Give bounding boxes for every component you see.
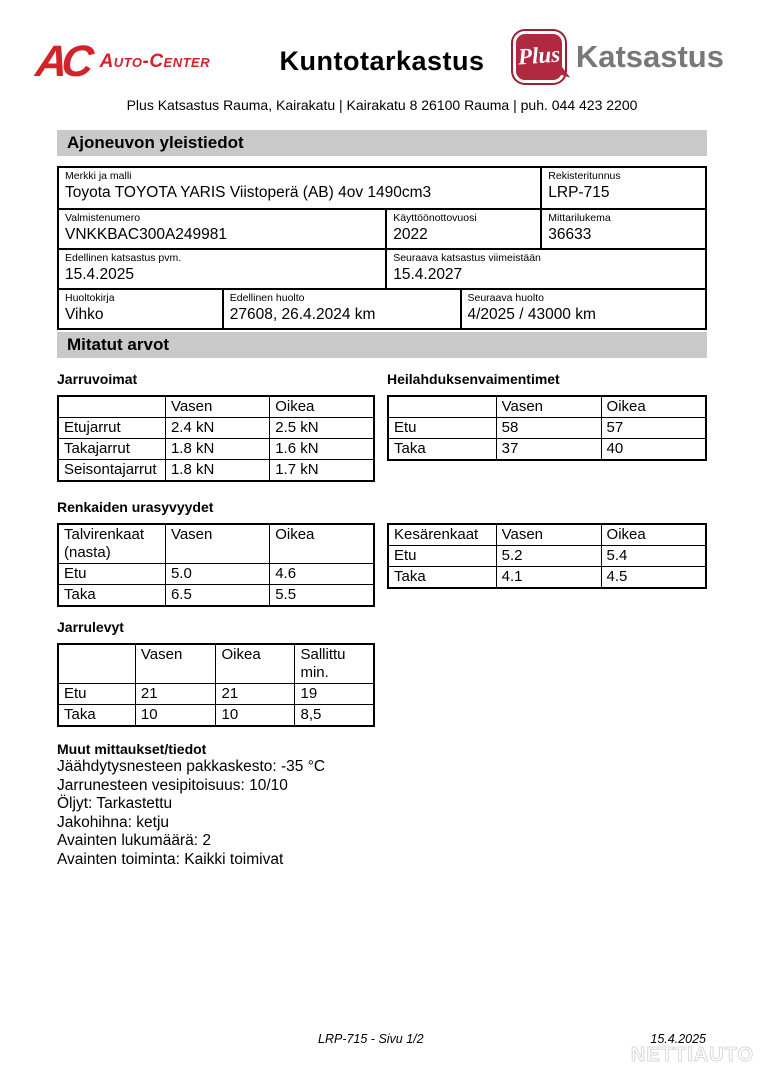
table-cell: 1.6 kN	[270, 439, 374, 460]
speech-bubble-tail-icon	[558, 65, 573, 78]
table-header-row	[388, 524, 706, 546]
table-header-cell: Vasen	[496, 396, 601, 418]
table-cell: Seisontajarrut	[58, 460, 165, 482]
field-label: Seuraava katsastus viimeistään	[393, 252, 541, 264]
table-cell: 37	[496, 439, 601, 461]
field-value: LRP-715	[548, 184, 610, 201]
other-info-line: Jakohihna: ketju	[57, 813, 170, 831]
other-info-title: Muut mittaukset/tiedot	[57, 741, 207, 757]
table-cell: Etu	[58, 564, 165, 585]
plus-badge-icon	[513, 31, 565, 83]
winter-tire-tread-table	[57, 523, 375, 607]
table-cell: 1.8 kN	[165, 460, 269, 482]
footer-date: 15.4.2025	[650, 1032, 706, 1046]
other-info-line: Öljyt: Tarkastettu	[57, 795, 173, 813]
table-header-cell	[58, 644, 135, 684]
table-header-cell: Kesärenkaat	[388, 524, 496, 546]
table-cell: 8,5	[295, 705, 374, 727]
table-header-cell: Sallittu min.	[295, 644, 374, 684]
info-cell	[59, 168, 540, 208]
info-cell	[460, 290, 705, 328]
measure-group-shock-absorbers	[387, 372, 707, 461]
table-cell: Takajarrut	[58, 439, 165, 460]
table-cell: Etujarrut	[58, 418, 165, 439]
table-cell: Taka	[388, 439, 496, 461]
table-cell: 10	[216, 705, 295, 727]
table-header-cell	[58, 396, 165, 418]
table-header-cell: Vasen	[165, 396, 269, 418]
info-row	[59, 208, 705, 248]
brake-discs-table	[57, 643, 375, 727]
info-cell	[540, 210, 705, 248]
table-header-cell: Vasen	[496, 524, 601, 546]
measure-table-title: Heilahduksenvaimentimet	[387, 371, 560, 387]
section-header-general-info: Ajoneuvon yleistiedot	[57, 130, 707, 156]
table-cell: 19	[295, 684, 374, 705]
table-header-cell: Vasen	[165, 524, 269, 564]
shock-absorbers-table	[387, 395, 707, 461]
table-cell: 10	[135, 705, 216, 727]
table-cell: Taka	[388, 567, 496, 589]
katsastus-logo-text: Katsastus	[575, 39, 724, 74]
report-content	[57, 130, 707, 870]
table-cell: 2.5 kN	[270, 418, 374, 439]
info-cell	[385, 250, 705, 288]
autocenter-logo-text: Auto-Center	[99, 51, 211, 72]
table-row	[388, 418, 706, 439]
table-cell: 40	[601, 439, 706, 461]
other-info-line: Avainten toiminta: Kaikki toimivat	[57, 850, 284, 868]
table-header-cell: Talvirenkaat (nasta)	[58, 524, 165, 564]
table-cell: 2.4 kN	[165, 418, 269, 439]
table-header-row	[58, 396, 374, 418]
nettiauto-watermark: NETTIAUTO	[630, 1044, 754, 1066]
table-cell: 1.7 kN	[270, 460, 374, 482]
table-header-cell: Oikea	[601, 396, 706, 418]
general-info-table	[57, 166, 707, 330]
table-cell: 4.6	[270, 564, 374, 585]
table-cell: Etu	[388, 418, 496, 439]
measure-group-brake-forces	[57, 372, 375, 482]
plus-badge-label: Plus	[516, 41, 561, 70]
other-info-line: Avainten lukumäärä: 2	[57, 832, 211, 850]
table-header-cell: Oikea	[270, 396, 374, 418]
field-label: Valmistenumero	[65, 212, 141, 224]
info-cell	[59, 210, 385, 248]
table-header-cell: Oikea	[270, 524, 374, 564]
field-label: Käyttöönottovuosi	[393, 212, 477, 224]
measured-row-3	[57, 620, 707, 727]
table-row	[58, 705, 374, 727]
other-info-line: Jarrunesteen vesipitoisuus: 10/10	[57, 776, 288, 794]
table-row	[58, 460, 374, 482]
table-header-cell	[388, 396, 496, 418]
field-value: VNKKBAC300A249981	[65, 226, 228, 243]
field-label: Merkki ja malli	[65, 170, 132, 182]
measured-row-1	[57, 372, 707, 482]
info-cell	[59, 250, 385, 288]
table-cell: Taka	[58, 585, 165, 607]
field-label: Rekisteritunnus	[548, 170, 621, 182]
table-cell: 4.5	[601, 567, 706, 589]
field-label: Huoltokirja	[65, 292, 115, 304]
table-header-row	[58, 524, 374, 564]
table-cell: 57	[601, 418, 706, 439]
info-cell	[222, 290, 460, 328]
summer-tire-tread-table	[387, 523, 707, 589]
report-header	[0, 0, 764, 126]
table-cell: 1.8 kN	[165, 439, 269, 460]
table-header-row	[388, 396, 706, 418]
info-cell	[540, 168, 705, 208]
table-cell: Taka	[58, 705, 135, 727]
field-value: Vihko	[65, 306, 104, 323]
field-label: Seuraava huolto	[467, 292, 544, 304]
info-row	[59, 248, 705, 288]
table-cell: 21	[135, 684, 216, 705]
table-row	[388, 546, 706, 567]
table-cell: 5.4	[601, 546, 706, 567]
field-value: 4/2025 / 43000 km	[467, 306, 596, 323]
table-row	[388, 567, 706, 589]
info-cell	[385, 210, 540, 248]
table-header-cell: Oikea	[216, 644, 295, 684]
table-cell: Etu	[388, 546, 496, 567]
other-measurements-block	[57, 741, 707, 870]
table-cell: 5.2	[496, 546, 601, 567]
field-label: Edellinen katsastus pvm.	[65, 252, 182, 264]
page-title: Kuntotarkastus	[279, 46, 485, 76]
measure-table-title: Jarrulevyt	[57, 619, 124, 635]
section-header-measured-values: Mitatut arvot	[57, 332, 707, 358]
field-value: 15.4.2025	[65, 266, 134, 283]
table-cell: 58	[496, 418, 601, 439]
table-cell: 5.0	[165, 564, 269, 585]
plus-katsastus-logo	[513, 31, 724, 83]
measure-table-title: Renkaiden urasyvyydet	[57, 499, 214, 515]
field-value: 2022	[393, 226, 428, 243]
field-value: Toyota TOYOTA YARIS Viistoperä (AB) 4ov 1490cm3	[65, 184, 432, 201]
other-info-line: Jäähdytysnesteen pakkaskesto: -35 °C	[57, 758, 326, 775]
table-row	[58, 585, 374, 607]
info-row	[59, 168, 705, 208]
table-cell: 5.5	[270, 585, 374, 607]
field-label: Edellinen huolto	[229, 292, 305, 304]
autocenter-logo-icon: AC	[33, 37, 91, 86]
measure-group-brake-discs	[57, 620, 375, 727]
info-row	[59, 288, 705, 328]
table-cell: 21	[216, 684, 295, 705]
footer-page-info: LRP-715 - Sivu 1/2	[318, 1032, 424, 1046]
table-header-cell: Oikea	[601, 524, 706, 546]
measure-group-winter-tires	[57, 500, 375, 607]
table-row	[58, 564, 374, 585]
measure-group-summer-tires	[387, 500, 707, 589]
table-row	[58, 684, 374, 705]
field-value: 27608, 26.4.2024 km	[229, 306, 376, 323]
table-header-cell: Vasen	[135, 644, 216, 684]
field-value: 36633	[548, 226, 592, 243]
station-address-line: Plus Katsastus Rauma, Kairakatu | Kairakatu 8 26100 Rauma | puh. 044 423 2200	[126, 97, 638, 113]
spacer	[387, 500, 707, 523]
table-cell: 6.5	[165, 585, 269, 607]
table-row	[58, 418, 374, 439]
table-cell: Etu	[58, 684, 135, 705]
table-row	[388, 439, 706, 461]
table-header-row	[58, 644, 374, 684]
other-info-lines	[57, 758, 707, 870]
measure-table-title: Jarruvoimat	[57, 371, 138, 387]
brake-forces-table	[57, 395, 375, 482]
field-label: Mittarilukema	[548, 212, 611, 224]
measured-row-2	[57, 500, 707, 607]
table-row	[58, 439, 374, 460]
table-cell: 4.1	[496, 567, 601, 589]
field-value: 15.4.2027	[393, 266, 463, 283]
info-cell	[59, 290, 222, 328]
